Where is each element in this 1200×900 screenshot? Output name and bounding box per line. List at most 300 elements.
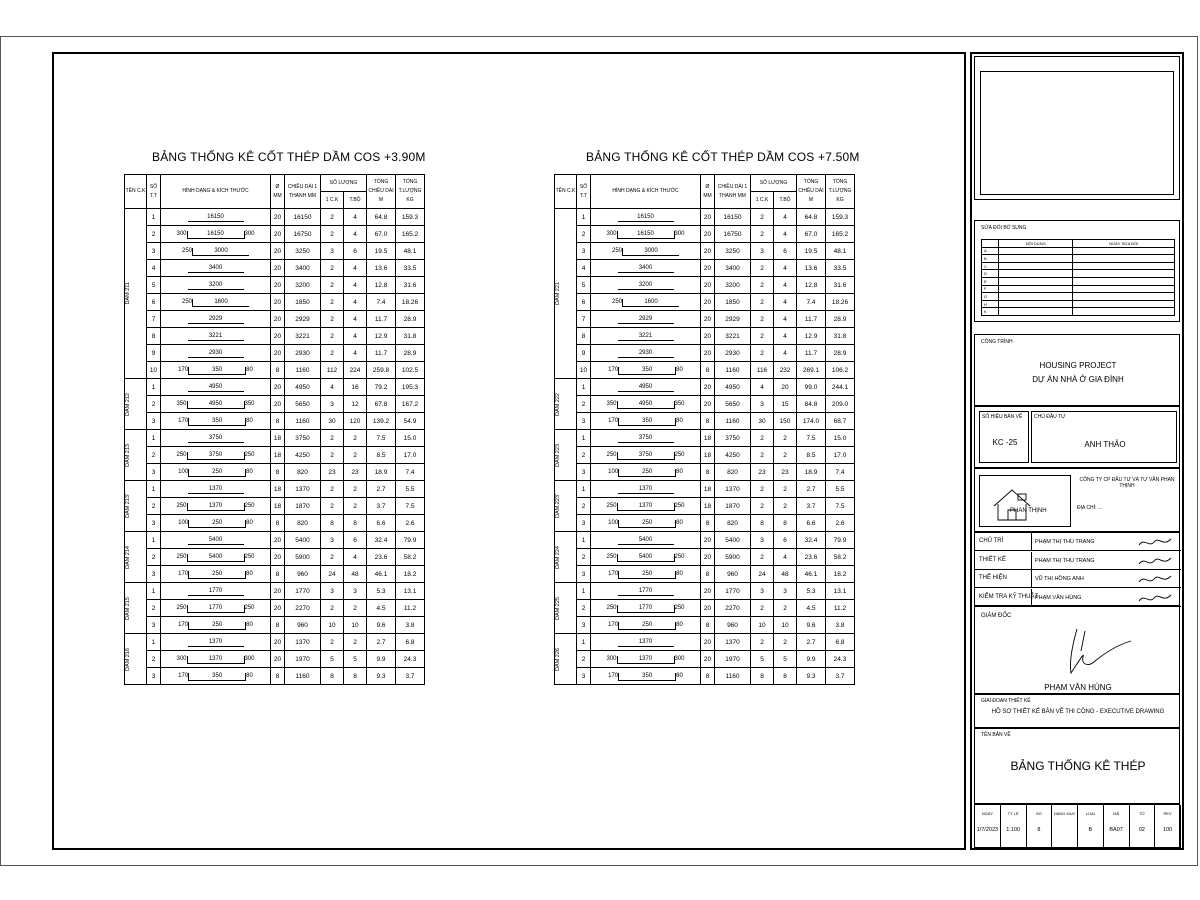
total-length-cell: 64.8 — [367, 209, 396, 226]
bar-right-length: 80 — [676, 418, 683, 424]
diameter-cell: 20 — [271, 209, 285, 226]
total-weight-cell: 3.8 — [826, 617, 855, 634]
bar-left-length: 250 — [176, 554, 187, 560]
bar-left-length: 250 — [181, 299, 192, 305]
total-weight-cell: 6.8 — [826, 634, 855, 651]
qty-per-member-cell: 2 — [321, 209, 344, 226]
footer-cell — [1027, 805, 1053, 849]
length-cell: 820 — [285, 515, 321, 532]
shape-cell — [161, 311, 271, 328]
qty-total-cell: 16 — [344, 379, 367, 396]
header-tong-trong-luong: TỔNG T.LƯỢNG KG — [396, 175, 425, 209]
stt-cell: 9 — [577, 345, 591, 362]
bar-left-length: 170 — [608, 673, 619, 679]
length-cell: 820 — [715, 515, 751, 532]
qty-per-member-cell: 3 — [321, 396, 344, 413]
header-ten-ck: TÊN C.K — [125, 175, 147, 209]
footer-panel — [974, 804, 1180, 848]
revision-letter: A — [982, 247, 999, 255]
stt-cell: 1 — [577, 532, 591, 549]
bar-main-length: 5400 — [188, 553, 244, 562]
stt-cell: 2 — [147, 498, 161, 515]
bar-shape — [608, 366, 683, 375]
shape-cell — [161, 260, 271, 277]
shape-cell — [591, 464, 701, 481]
qty-per-member-cell: 30 — [751, 413, 774, 430]
header-so-tt: SỐ T.T — [147, 175, 161, 209]
beam-name-cell — [555, 209, 577, 379]
shape-cell — [591, 430, 701, 447]
length-cell: 1370 — [285, 634, 321, 651]
shape-cell — [161, 651, 271, 668]
total-length-cell: 12.8 — [797, 277, 826, 294]
total-length-cell: 4.5 — [367, 600, 396, 617]
bar-main-length: 250 — [619, 570, 675, 579]
qty-per-member-cell: 2 — [321, 481, 344, 498]
bar-right-length: 250 — [244, 605, 255, 611]
total-length-cell: 67.8 — [367, 396, 396, 413]
bar-left-length: 170 — [608, 418, 619, 424]
qty-total-cell: 2 — [774, 600, 797, 617]
total-weight-cell: 18.26 — [826, 294, 855, 311]
bar-main-length: 1370 — [188, 485, 244, 494]
qty-per-member-cell: 5 — [751, 651, 774, 668]
footer-cell-label: SỐ — [1035, 811, 1042, 816]
diameter-cell: 8 — [701, 464, 715, 481]
qty-per-member-cell: 5 — [321, 651, 344, 668]
diameter-cell: 20 — [701, 549, 715, 566]
stt-cell: 2 — [577, 447, 591, 464]
length-cell: 1160 — [715, 413, 751, 430]
qty-per-member-cell: 8 — [321, 515, 344, 532]
stt-cell: 3 — [577, 243, 591, 260]
qty-total-cell: 4 — [344, 226, 367, 243]
length-cell: 16750 — [285, 226, 321, 243]
bar-left-length: 250 — [606, 503, 617, 509]
table-row — [555, 260, 855, 277]
qty-per-member-cell: 3 — [751, 532, 774, 549]
qty-per-member-cell: 112 — [321, 362, 344, 379]
stt-cell: 6 — [147, 294, 161, 311]
qty-per-member-cell: 2 — [751, 260, 774, 277]
total-weight-cell: 58.2 — [826, 549, 855, 566]
bar-shape — [188, 638, 244, 647]
qty-per-member-cell: 2 — [751, 549, 774, 566]
revision-date — [1073, 255, 1175, 263]
footer-cell-value: 100 — [1163, 827, 1173, 833]
bar-left-length: 170 — [608, 367, 619, 373]
table-row — [125, 243, 425, 260]
table-row — [555, 345, 855, 362]
header-tong-chieu-dai: TỔNG CHIỀU DÀI M — [367, 175, 396, 209]
length-cell: 1850 — [285, 294, 321, 311]
revision-date — [1073, 277, 1175, 285]
bar-right-length: 250 — [674, 452, 685, 458]
shape-cell — [591, 311, 701, 328]
revision-col-header: NGÀY SỬA ĐỔI — [1073, 240, 1175, 248]
table-row — [555, 583, 855, 600]
table-title-2: BẢNG THỐNG KÊ CỐT THÉP DẦM COS +7.50M — [586, 150, 860, 164]
table-row — [125, 447, 425, 464]
revision-col-header: NỘI DUNG — [999, 240, 1073, 248]
bar-shape — [612, 298, 679, 307]
qty-per-member-cell: 2 — [321, 345, 344, 362]
length-cell: 1850 — [715, 294, 751, 311]
bar-shape — [188, 281, 244, 290]
total-length-cell: 8.5 — [797, 447, 826, 464]
qty-total-cell: 4 — [344, 209, 367, 226]
qty-per-member-cell: 3 — [321, 243, 344, 260]
shape-cell — [591, 651, 701, 668]
diameter-cell: 20 — [271, 396, 285, 413]
table-row — [125, 617, 425, 634]
bar-main-length: 3400 — [618, 264, 674, 273]
stt-cell: 2 — [577, 651, 591, 668]
qty-total-cell: 4 — [344, 549, 367, 566]
shape-cell — [591, 549, 701, 566]
beam-name-cell — [125, 379, 147, 430]
revision-row — [982, 255, 1175, 263]
header-chieu-dai: CHIỀU DÀI 1 THANH MM — [715, 175, 751, 209]
header-sl-tong: T.BỘ — [774, 192, 797, 209]
qty-total-cell: 4 — [774, 294, 797, 311]
role-signature — [1135, 589, 1175, 607]
role-row — [975, 552, 1181, 570]
bar-left-length: 300 — [606, 656, 617, 662]
length-cell: 1370 — [715, 481, 751, 498]
total-length-cell: 11.7 — [367, 345, 396, 362]
beam-name: DẦM 216 — [125, 647, 131, 671]
footer-cell-label: NGÀY — [981, 811, 994, 816]
table-row — [125, 396, 425, 413]
total-weight-cell: 28.9 — [396, 345, 425, 362]
diameter-cell: 20 — [701, 311, 715, 328]
stt-cell: 3 — [577, 413, 591, 430]
qty-total-cell: 4 — [344, 345, 367, 362]
bar-main-length: 1370 — [618, 485, 674, 494]
qty-per-member-cell: 2 — [321, 294, 344, 311]
table-row — [125, 345, 425, 362]
shape-cell — [591, 379, 701, 396]
length-cell: 1870 — [285, 498, 321, 515]
code-panel — [974, 406, 1180, 468]
drawing-code-label: SỐ HIỆU BẢN VẼ — [982, 414, 1023, 420]
table-row — [125, 209, 425, 226]
stt-cell: 1 — [147, 583, 161, 600]
bar-left-length: 250 — [606, 452, 617, 458]
revision-label: SỬA ĐỔI BỔ SUNG — [981, 225, 1027, 231]
total-length-cell: 32.4 — [367, 532, 396, 549]
qty-per-member-cell: 24 — [751, 566, 774, 583]
length-cell: 1160 — [285, 668, 321, 685]
stt-cell: 1 — [577, 583, 591, 600]
qty-per-member-cell: 2 — [321, 260, 344, 277]
table-row — [555, 600, 855, 617]
revision-date — [1073, 247, 1175, 255]
bar-main-length: 1770 — [618, 587, 674, 596]
bar-shape — [188, 315, 244, 324]
roles-panel — [974, 532, 1180, 606]
table-row — [125, 566, 425, 583]
table-row — [555, 651, 855, 668]
diameter-cell: 20 — [271, 260, 285, 277]
bar-main-length: 4950 — [618, 383, 674, 392]
project-label: CÔNG TRÌNH — [981, 339, 1013, 345]
role-title: CHỦ TRÌ — [979, 538, 1004, 544]
bar-shape — [178, 672, 253, 681]
bar-right-length: 80 — [676, 520, 683, 526]
bar-main-length: 1370 — [188, 502, 244, 511]
drawing-title-panel — [974, 728, 1180, 804]
shape-cell — [591, 447, 701, 464]
total-weight-cell: 17.0 — [826, 447, 855, 464]
table-row — [555, 447, 855, 464]
qty-total-cell: 4 — [774, 226, 797, 243]
diameter-cell: 8 — [701, 413, 715, 430]
table-row — [125, 260, 425, 277]
qty-per-member-cell: 10 — [321, 617, 344, 634]
bar-shape — [608, 519, 683, 528]
header-so-luong: SỐ LƯỢNG — [751, 175, 797, 192]
qty-per-member-cell: 2 — [751, 226, 774, 243]
qty-total-cell: 4 — [774, 260, 797, 277]
qty-total-cell: 5 — [774, 651, 797, 668]
qty-total-cell: 4 — [774, 345, 797, 362]
bar-main-length: 16150 — [188, 213, 244, 222]
total-length-cell: 12.9 — [367, 328, 396, 345]
table-row — [555, 413, 855, 430]
qty-total-cell: 2 — [344, 634, 367, 651]
table-row — [125, 464, 425, 481]
qty-total-cell: 8 — [344, 515, 367, 532]
bar-shape — [606, 553, 684, 562]
length-cell: 820 — [715, 464, 751, 481]
bar-main-length: 3221 — [618, 332, 674, 341]
stt-cell: 1 — [147, 481, 161, 498]
project-panel — [974, 334, 1180, 406]
shape-cell — [591, 668, 701, 685]
table-row — [555, 209, 855, 226]
revision-content — [999, 300, 1073, 308]
qty-total-cell: 10 — [344, 617, 367, 634]
table-row — [555, 226, 855, 243]
stt-cell: 1 — [577, 481, 591, 498]
total-weight-cell: 106.2 — [826, 362, 855, 379]
diameter-cell: 20 — [271, 651, 285, 668]
bar-main-length: 4950 — [188, 383, 244, 392]
shape-cell — [591, 481, 701, 498]
table-row — [125, 328, 425, 345]
table-row — [555, 328, 855, 345]
length-cell: 2929 — [285, 311, 321, 328]
length-cell: 2270 — [285, 600, 321, 617]
qty-total-cell: 6 — [774, 243, 797, 260]
revision-row — [982, 270, 1175, 278]
qty-total-cell: 48 — [774, 566, 797, 583]
stt-cell: 1 — [147, 634, 161, 651]
footer-cell — [1001, 805, 1027, 849]
stt-cell: 3 — [577, 464, 591, 481]
total-weight-cell: 79.9 — [826, 532, 855, 549]
bar-main-length: 1600 — [623, 298, 679, 307]
qty-per-member-cell: 23 — [751, 464, 774, 481]
header-tong-chieu-dai: TỔNG CHIỀU DÀI M — [797, 175, 826, 209]
qty-total-cell: 10 — [774, 617, 797, 634]
length-cell: 1370 — [715, 634, 751, 651]
header-sl-1ck: 1 C.K — [751, 192, 774, 209]
total-length-cell: 64.8 — [797, 209, 826, 226]
diameter-cell: 20 — [271, 328, 285, 345]
qty-total-cell: 5 — [344, 651, 367, 668]
total-length-cell: 7.5 — [367, 430, 396, 447]
qty-per-member-cell: 2 — [751, 311, 774, 328]
bar-shape — [188, 332, 244, 341]
total-weight-cell: 7.5 — [826, 498, 855, 515]
bar-main-length: 250 — [189, 468, 245, 477]
bar-main-length: 1370 — [188, 638, 244, 647]
qty-total-cell: 2 — [774, 634, 797, 651]
revision-content — [999, 308, 1073, 316]
shape-cell — [591, 294, 701, 311]
total-length-cell: 99.0 — [797, 379, 826, 396]
role-person: PHẠM THỊ THU TRANG — [1031, 533, 1095, 551]
diameter-cell: 20 — [701, 226, 715, 243]
length-cell: 3200 — [715, 277, 751, 294]
qty-per-member-cell: 2 — [751, 209, 774, 226]
bar-shape — [618, 264, 674, 273]
qty-per-member-cell: 2 — [321, 328, 344, 345]
qty-total-cell: 4 — [344, 311, 367, 328]
revision-letter: F — [982, 285, 999, 293]
beam-name: DẦM 222 — [555, 392, 561, 416]
diameter-cell: 8 — [271, 668, 285, 685]
length-cell: 5900 — [715, 549, 751, 566]
shape-cell — [161, 549, 271, 566]
bar-shape — [176, 655, 254, 664]
qty-per-member-cell: 2 — [321, 226, 344, 243]
qty-total-cell: 4 — [344, 294, 367, 311]
bar-shape — [176, 230, 254, 239]
bar-left-length: 170 — [178, 622, 189, 628]
beam-name: DẦM 213' — [125, 494, 131, 518]
total-length-cell: 5.3 — [367, 583, 396, 600]
diameter-cell: 20 — [271, 532, 285, 549]
shape-cell — [591, 209, 701, 226]
total-weight-cell: 48.1 — [396, 243, 425, 260]
beam-name-cell — [555, 634, 577, 685]
beam-name-cell — [125, 583, 147, 634]
total-length-cell: 2.7 — [797, 481, 826, 498]
shape-cell — [591, 413, 701, 430]
bar-main-length: 3221 — [188, 332, 244, 341]
beam-name-cell — [125, 532, 147, 583]
revision-content — [999, 277, 1073, 285]
qty-total-cell: 4 — [774, 277, 797, 294]
header-so-tt: SỐ T.T — [577, 175, 591, 209]
company-panel — [974, 468, 1180, 532]
revision-letter: B — [982, 255, 999, 263]
bar-main-length: 16150 — [618, 213, 674, 222]
bar-main-length: 350 — [189, 672, 245, 681]
total-weight-cell: 13.1 — [826, 583, 855, 600]
bar-right-length: 80 — [246, 673, 253, 679]
length-cell: 1970 — [715, 651, 751, 668]
bar-main-length: 5400 — [188, 536, 244, 545]
diameter-cell: 20 — [271, 379, 285, 396]
bar-main-length: 5400 — [618, 536, 674, 545]
bar-main-length: 3000 — [623, 247, 679, 256]
stt-cell: 2 — [577, 498, 591, 515]
length-cell: 2930 — [285, 345, 321, 362]
bar-main-length: 3750 — [188, 451, 244, 460]
stt-cell: 4 — [147, 260, 161, 277]
length-cell: 2929 — [715, 311, 751, 328]
header-sl-tong: T.BỘ — [344, 192, 367, 209]
diameter-cell: 18 — [271, 447, 285, 464]
qty-per-member-cell: 3 — [751, 243, 774, 260]
footer-cell — [975, 805, 1001, 849]
length-cell: 3221 — [285, 328, 321, 345]
total-weight-cell: 244.1 — [826, 379, 855, 396]
stt-cell: 8 — [577, 328, 591, 345]
qty-per-member-cell: 3 — [321, 532, 344, 549]
role-row — [975, 533, 1181, 551]
total-weight-cell: 3.7 — [826, 668, 855, 685]
bar-left-length: 170 — [608, 571, 619, 577]
total-weight-cell: 17.0 — [396, 447, 425, 464]
length-cell: 960 — [285, 566, 321, 583]
stt-cell: 3 — [147, 566, 161, 583]
footer-cell-label: TỜ — [1138, 811, 1145, 816]
table-row — [125, 651, 425, 668]
bar-shape — [188, 349, 244, 358]
footer-cell-value: 1/7/2023 — [976, 827, 999, 833]
qty-per-member-cell: 10 — [751, 617, 774, 634]
bar-shape — [608, 672, 683, 681]
stt-cell: 4 — [577, 260, 591, 277]
revision-date — [1073, 300, 1175, 308]
bar-main-length: 3750 — [188, 434, 244, 443]
revision-content — [999, 270, 1073, 278]
total-length-cell: 7.4 — [367, 294, 396, 311]
bar-right-length: 250 — [244, 503, 255, 509]
bar-shape — [606, 400, 684, 409]
revision-row — [982, 300, 1175, 308]
stt-cell: 2 — [577, 600, 591, 617]
total-length-cell: 5.3 — [797, 583, 826, 600]
total-weight-cell: 159.3 — [396, 209, 425, 226]
header-hinh-dang: HÌNH DẠNG & KÍCH THƯỚC — [591, 175, 701, 209]
stt-cell: 2 — [147, 396, 161, 413]
total-weight-cell: 28.9 — [826, 345, 855, 362]
length-cell: 4950 — [715, 379, 751, 396]
total-length-cell: 7.5 — [797, 430, 826, 447]
qty-total-cell: 2 — [344, 447, 367, 464]
bar-right-length: 350 — [244, 401, 255, 407]
table-row — [125, 668, 425, 685]
footer-cell-label: MÃ — [1113, 811, 1120, 816]
qty-total-cell: 6 — [774, 532, 797, 549]
length-cell: 5650 — [715, 396, 751, 413]
diameter-cell: 18 — [271, 481, 285, 498]
total-length-cell: 23.6 — [367, 549, 396, 566]
steel-table-grid — [554, 174, 855, 685]
shape-cell — [161, 362, 271, 379]
stt-cell: 3 — [147, 515, 161, 532]
bar-shape — [612, 247, 679, 256]
qty-total-cell: 6 — [344, 532, 367, 549]
header-phi: Ø MM — [271, 175, 285, 209]
